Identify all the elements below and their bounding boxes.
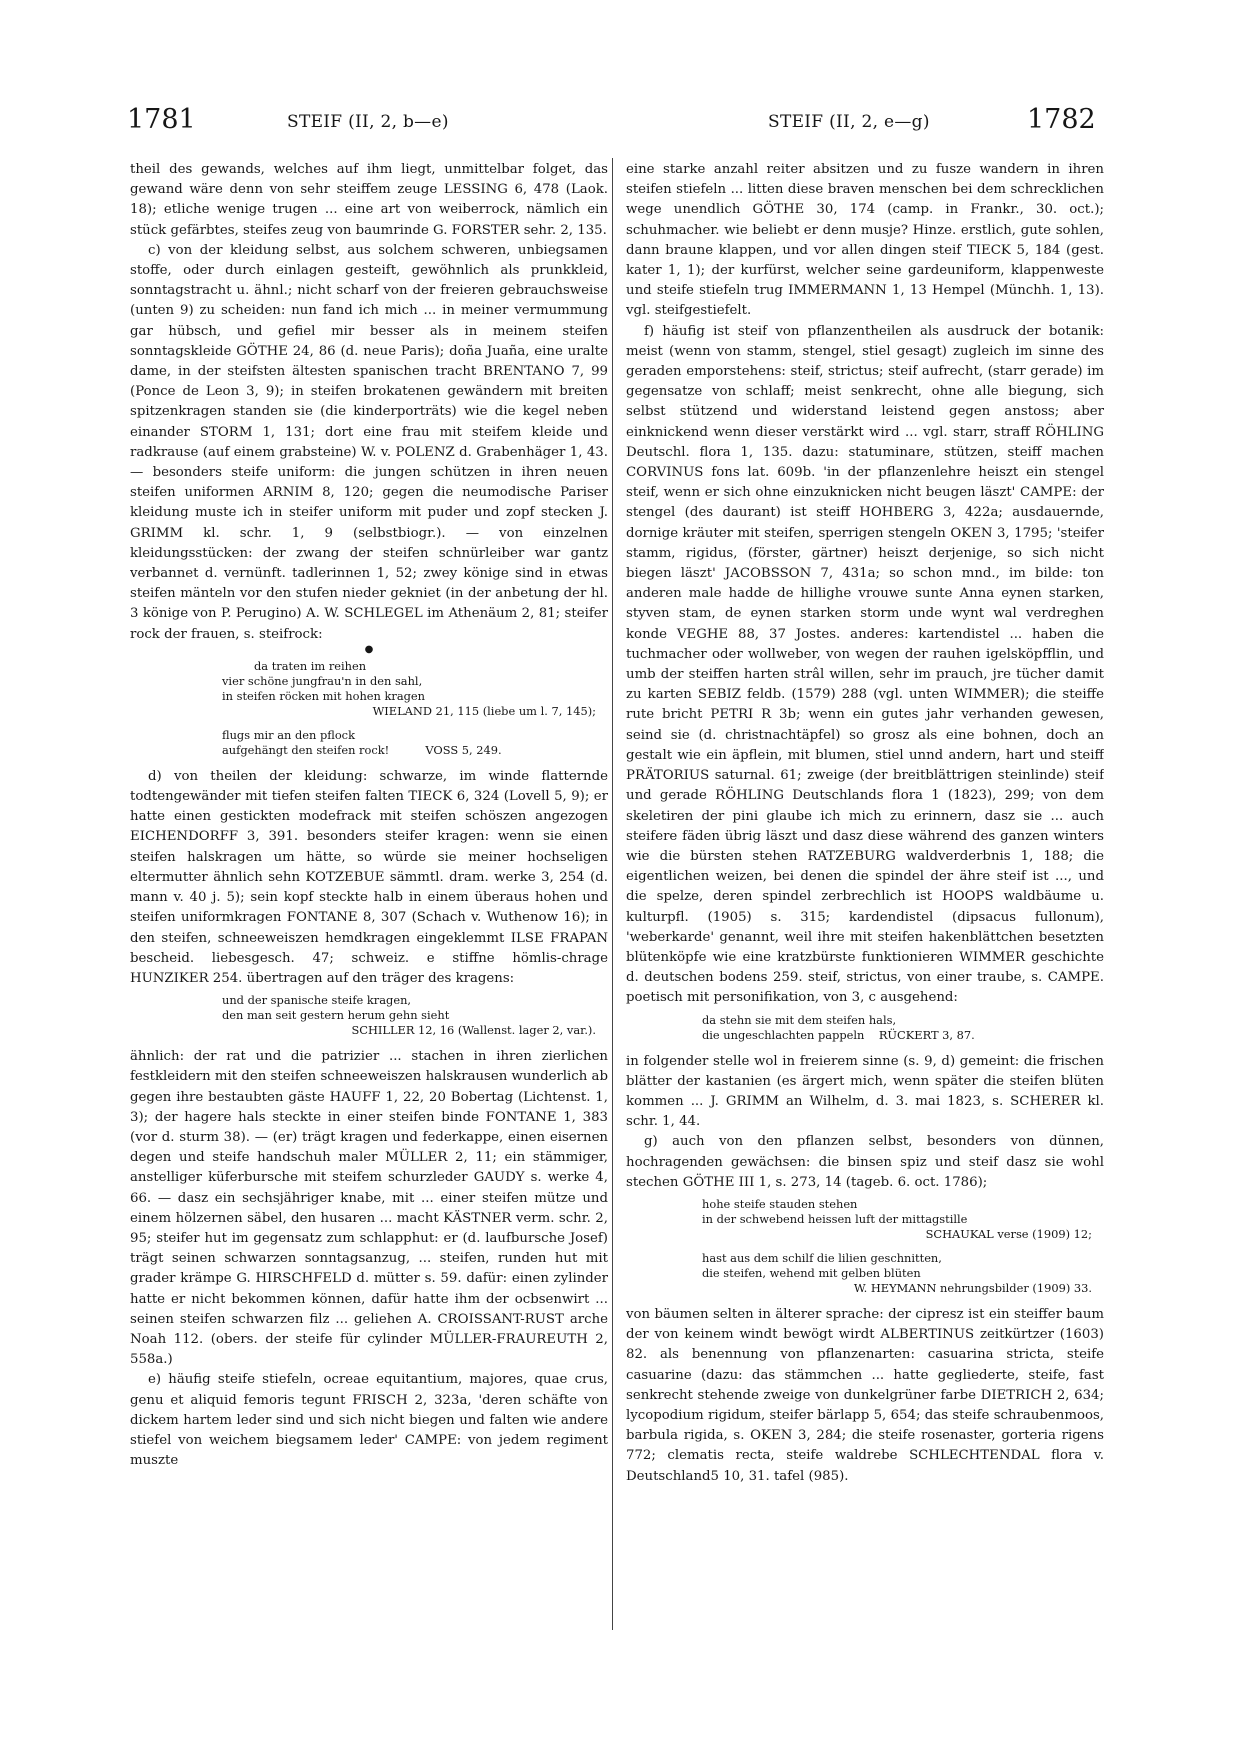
entry-paragraph: eine starke anzahl reiter absitzen und zu fusze wandern in ihren steifen stiefeln ... litten diese braven menschen bei dem schrecklichen wege unendlich GÖTHE 30, 174 (camp. in Frankr., 30. oct.); schuhmacher. wie beliebt er denn musje? Hinze. erstlich, gute sohlen, dann braune klappen, und vor allen dingen steif TIECK 5, 184 (gest. kater 1, 1); der kurfürst, welcher seine gardeuniform, klappenweste und steife stiefeln trug IMMERMANN 1, 13 Hempel (Münchh. 1, 13). vgl. steifgestiefelt. [626, 162, 1104, 319]
bullet-mark: ● [364, 643, 374, 655]
entry-paragraph: d) von theilen der kleidung: schwarze, im winde flatternde todtengewänder mit tiefen steifen falten TIECK 6, 324 (Lovell 5, 9); er hatte einen gestickten modefrack mit steifen schöszen angezogen EICHENDORFF 3, 391. besonders steifer kragen: wenn sie einen steifen halskragen um hätte, so würde sie meiner hochseligen eltermutter ähnlich sehn KOTZEBUE sämmtl. dram. werke 3, 254 (d. mann v. 40 j. 5); sein kopf steckte halb in einem überaus hohen und steifen uniformkragen FONTANE 8, 307 (Schach v. Wuthenow 16); in den steifen, schneeweiszen hemdkragen eingeklemmt ILSE FRAPAN bescheid. liebesgesch. 47; schweiz. e stiffne hömlis-chrage HUNZIKER 254. übertragen auf den träger des kragens: [130, 768, 608, 986]
left-page-number: 1781 [127, 104, 196, 135]
verse-line: die steifen, wehend mit gelben blüten [702, 1265, 921, 1280]
entry-paragraph: c) von der kleidung selbst, aus solchem schweren, unbiegsamen stoffe, oder durch einlagen gesteift, gewöhnlich als prunkkleid, sonntagstracht u. ähnl.; nicht scharf von der freieren gebrauchsweise (unten 9) zu scheiden: nun fand ich mich ... in meiner vermummung gar hübsch, und gefiel mir besser als in meinem steifen sonntagskleide GÖTHE 24, 86 (d. neue Paris); doña Juaña, eine uralte dame, in der steifsten ältesten spanischen tracht BRENTANO 7, 99 (Ponce de Leon 3, 9); in steifen brokatenen gewändern mit breiten spitzenkragen standen sie (die kinderporträts) wie die kegel neben einander STORM 1, 131; dort eine frau mit steifem kleide und radkrause (auf einem grabsteine) W. v. POLENZ d. Grabenhäger 1, 43. — besonders steife uniform: die jungen schützen in ihren neuen steifen uniformen ARNIM 8, 120; gegen die neumodische Pariser kleidung muste ich in steifer uniform mit puder und zopf stecken J. GRIMM kl. schr. 1, 9 (selbstbiogr.). — von einzelnen kleidungsstücken: der zwang der steifen schnürleiber war gantz verbannet d. vernünft. tadlerinnen 1, 52; zwey könige sind in etwas steifen mänteln vor den stufen nieder gekniet (in der anbetung der hl. 3 könige von P. Perugino) A. W. SCHLEGEL im Athenäum 2, 81; steifer rock der frauen, s. steifrock: [130, 242, 608, 642]
verse-line: in der schwebend heissen luft der mittagstille [702, 1211, 968, 1226]
entry-paragraph: theil des gewands, welches auf ihm liegt, unmittelbar folget, das gewand wäre denn von sehr steiffem zeuge LESSING 6, 478 (Laok. 18); etliche wenige trugen ... eine art von weiberrock, nämlich ein stück gefärbtes, steifes zeug von baumrinde G. FORSTER sehr. 2, 135. [130, 162, 608, 238]
left-column [130, 160, 608, 1630]
right-page-number: 1782 [1027, 104, 1096, 135]
verse-quote [702, 1197, 1104, 1242]
verse-line: aufgehängt den steifen rock! VOSS 5, 249. [222, 742, 502, 757]
verse-line: vier schöne jungfrau'n in den sahl, [222, 673, 423, 688]
verse-quote [702, 1251, 1104, 1296]
entry-paragraph: g) auch von den pflanzen selbst, besonders von dünnen, hochragenden gewächsen: die binsen spiz und steif dasz sie wohl stechen GÖTHE III 1, s. 273, 14 (tageb. 6. oct. 1786); [626, 1134, 1104, 1190]
verse-line: da traten im reihen [254, 658, 367, 673]
verse-quote [222, 993, 608, 1038]
verse-line: in steifen röcken mit hohen kragen [222, 688, 425, 703]
verse-line: flugs mir an den pflock [222, 727, 355, 742]
entry-paragraph: in folgender stelle wol in freierem sinne (s. 9, d) gemeint: die frischen blätter der kastanien (es ärgert mich, wenn später die steifen blüten kommen ... J. GRIMM an Wilhelm, d. 3. mai 1823, s. SCHERER kl. schr. 1, 44. [626, 1053, 1104, 1130]
right-column [626, 160, 1104, 1630]
verse-quote [222, 728, 608, 758]
verse-quote [702, 1013, 1104, 1043]
verse-line: die ungeschlachten pappeln RÜCKERT 3, 87. [702, 1027, 975, 1042]
verse-line: da stehn sie mit dem steifen hals, [702, 1012, 897, 1027]
entry-paragraph: f) häufig ist steif von pflanzentheilen als ausdruck der botanik: meist (wenn von stamm, stengel, stiel gesagt) zugleich im sinne des geraden emporstehens: steif, strictus; steif aufrecht, (starr gerade) im gegensatze von schlaff; meist senkrecht, ohne alle biegung, sich selbst stützend und widerstand leistend gegen anstoss; aber einknickend wenn dieser verstärkt wird ... vgl. starr, straff RÖHLING Deutschl. flora 1, 135. dazu: statuminare, stützen, steiff machen CORVINUS fons lat. 609b. 'in der pflanzenlehre heiszt ein stengel steif, wenn er sich ohne einzuknicken nicht beugen läszt' CAMPE: der stengel (des daurant) ist steiff HOHBERG 3, 422a; ausdauernde, dornige kräuter mit steifen, sperrigen stengeln OKEN 3, 1795; 'steifer stamm, rigidus, (förster, gärtner) heiszt derjenige, so sich nicht biegen läszt' JACOBSSON 7, 431a; so schon mnd., im bilde: ton anderen male hadde de hillighe vrouwe sunte Anna eynen starken, styven stam, de eynen starken storm unde wynt wal verdreghen konde VEGHE 88, 37 Jostes. anderes: kartendistel ... haben die tuchmacher oder wollweber, von wegen der rauhen igelsköpfflin, und umb der steiffen harten strâl willen, sehr im prauch, jre tücher damit zu karten SEBIZ feldb. (1579) 288 (vgl. unten WIMMER); die steiffe rute bricht PETRI R 3b; wenn ein gutes jahr verhanden gewesen, seind sie (d. christnachtäpfel) so grosz als eine bohnen, doch an gestalt wie ein äpflein, mit blumen, stiel unnd andern, hart und steiff PRÄTORIUS saturnal. 61; zweige (der breitblättrigen steinlinde) steif und gerade RÖHLING Deutschlands flora 1 (1823), 299; von dem skeletiren der pini glaube ich mich zu erinnern, dasz sie ... auch steifere fäden übrig läszt und dasz diese während des ganzen winters wie die bürsten stehen RATZEBURG waldverderbnis 1, 188; die eigentlichen weizen, bei denen die spindel der ähre steif ist ..., und die spelze, deren spindel zerbrechlich ist HOOPS waldbäume u. kulturpfl. (1905) s. 315; kardendistel (dipsacus fullonum), 'weberkarde' genannt, weil ihre mit steifen hakenblättchen besetzten blütenköpfe wie eine kratzbürste funktionieren WIMMER geschichte d. deutschen bodens 259. steif, strictus, von einer traube, s. CAMPE. poetisch mit personifikation, von 3, c ausgehend: [626, 323, 1104, 1006]
verse-quote [222, 659, 608, 719]
verse-line: und der spanische steife kragen, [222, 993, 412, 1008]
verse-source: SCHAUKAL verse (1909) 12; [925, 1226, 1092, 1241]
verse-line: den man seit gestern herum gehn sieht [222, 1008, 450, 1023]
column-divider [612, 158, 613, 1630]
verse-line: hast aus dem schilf die lilien geschnitten, [702, 1250, 942, 1265]
left-running-head: STEIF (II, 2, b—e) [287, 112, 449, 132]
verse-source: SCHILLER 12, 16 (Wallenst. lager 2, var.). [351, 1023, 596, 1038]
page-header [0, 104, 1241, 148]
verse-source: W. HEYMANN nehrungsbilder (1909) 33. [853, 1280, 1092, 1295]
entry-paragraph: von bäumen selten in älterer sprache: der cipresz ist ein steiffer baum der von keinem windt bewögt wirdt ALBERTINUS zeitkürtzer (1603) 82. als benennung von pflanzenarten: casuarina stricta, steife casuarine (dazu: das stämmchen ... hatte gegliederte, steife, fast senkrecht stehende zweige von dunkelgrüner farbe DIETRICH 2, 634; lycopodium rigidum, steifer bärlapp 5, 654; das steife schraubenmoos, barbula rigida, s. OKEN 3, 284; die steife rosenaster, gorteria rigens 772; clematis recta, steife waldrebe SCHLECHTENDAL flora v. Deutschland5 10, 31. tafel (985). [626, 1306, 1104, 1484]
right-running-head: STEIF (II, 2, e—g) [768, 112, 930, 132]
verse-line: hohe steife stauden stehen [702, 1196, 858, 1211]
verse-source: WIELAND 21, 115 (liebe um l. 7, 145); [372, 703, 596, 718]
entry-paragraph: e) häufig steife stiefeln, ocreae equitantium, majores, quae crus, genu et aliquid femoris tegunt FRISCH 2, 323a, 'deren schäfte von dickem hartem leder sind und sich nicht biegen und falten wie andere stiefel von weichem biegsamem leder' CAMPE: von jedem regiment muszte [130, 1372, 608, 1469]
entry-paragraph: ähnlich: der rat und die patrizier ... stachen in ihren zierlichen festkleidern mit den steifen schneeweiszen halskrausen wunderlich ab gegen ihre bestaubten gäste HAUFF 1, 22, 20 Bobertag (Lichtenst. 1, 3); der hagere hals steckte in einer steifen binde FONTANE 1, 383 (vor d. sturm 38). — (er) trägt kragen und federkappe, einen eisernen degen und steife handschuh maler MÜLLER 2, 11; ein stämmiger, anstelliger küferbursche mit steifem schurzleder GAUDY s. werke 4, 66. — dasz ein sechsjähriger knabe, mit ... einer steifen mütze und einem hölzernen säbel, den husaren ... macht KÄSTNER verm. schr. 2, 95; steifer hut im gegensatz zum schlapphut: er (d. laufbursche Josef) trägt seinen schwarzen sonntagsanzug, ... steifen, runden hut mit grader krämpe G. HIRSCHFELD d. mütter s. 59. dafür: einen zylinder hatte er nicht bekommen können, dafür hatte ihm der ocbsenwirt ... seinen steifen schwarzen filz ... geliehen A. CROISSANT-RUST arche Noah 112. (obers. der steife für cylinder MÜLLER-FRAUREUTH 2, 558a.) [130, 1049, 608, 1368]
